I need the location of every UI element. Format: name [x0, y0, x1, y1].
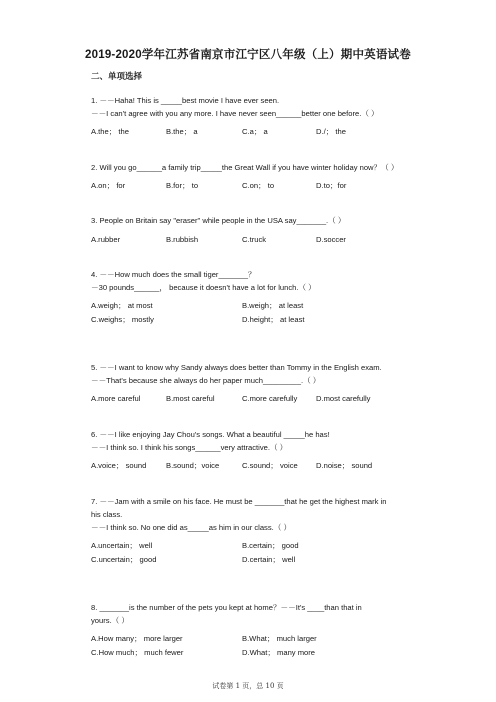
option-a: A.How many； more larger: [91, 634, 183, 643]
page-title: 2019-2020学年江苏省南京市江宁区八年级（上）期中英语试卷: [85, 49, 411, 61]
option-d: D.certain； well: [242, 555, 296, 564]
option-b: B.the； a: [166, 127, 198, 136]
question-text: 1. －－Haha! This is _____best movie I have ever seen.: [91, 96, 280, 105]
option-b: B.most careful: [166, 394, 215, 403]
question-text: his class.: [91, 510, 123, 519]
option-c: C.on； to: [242, 181, 275, 190]
option-d: D.soccer: [316, 235, 346, 244]
option-b: B.sound；voice: [166, 461, 220, 470]
question-text: 6. －－I like enjoying Jay Chou's songs. What a beautiful _____he has!: [91, 430, 330, 439]
question-text: 4. －－How much does the small tiger_______？: [91, 270, 256, 279]
question-text: 2. Will you go______a family trip_____the Great Wall if you have winter holiday now？（ ）: [91, 163, 399, 172]
option-b: B.What； much larger: [242, 634, 317, 643]
option-c: C.weighs； mostly: [91, 315, 154, 324]
option-a: A.weigh； at most: [91, 301, 153, 310]
option-b: B.certain； good: [242, 541, 299, 550]
question-text: 5. －－I want to know why Sandy always does better than Tommy in the English exam.: [91, 363, 382, 372]
option-a: A.rubber: [91, 235, 121, 244]
question-text: －－I think so. No one did as_____as him in our class.（ ）: [91, 523, 292, 532]
question-text: 3. People on Britain say "eraser" while people in the USA say_______.（ ）: [91, 216, 346, 225]
question-text: －－That's because she always do her paper much_________.（ ）: [91, 376, 321, 385]
option-c: C.a； a: [242, 127, 268, 136]
option-b: B.weigh； at least: [242, 301, 304, 310]
question-text: －30 pounds______， because it doesn't have a lot for lunch.（ ）: [91, 283, 316, 292]
option-c: C.more carefully: [242, 394, 298, 403]
option-a: A.more careful: [91, 394, 141, 403]
option-a: A.on； for: [91, 181, 126, 190]
option-a: A.the； the: [91, 127, 129, 136]
option-d: D.What； many more: [242, 648, 316, 657]
page-footer: 试卷第 1 页，总 10 页: [212, 682, 284, 690]
question-text: －－I think so. I think his songs______very attractive.（ ）: [91, 443, 288, 452]
option-d: D.to；for: [316, 181, 347, 190]
question-text: 8. _______is the number of the pets you kept at home？－－It's ____than that in: [91, 603, 362, 612]
option-c: C.truck: [242, 235, 267, 244]
question-text: －－I can't agree with you any more. I have never seen______better one before.（ ）: [91, 109, 379, 118]
option-b: B.for； to: [166, 181, 199, 190]
section-heading: 二、单项选择: [91, 71, 143, 81]
option-d: D.most carefully: [316, 394, 371, 403]
option-c: C.uncertain； good: [91, 555, 157, 564]
question-text: 7. －－Jam with a smile on his face. He must be _______that he get the highest mark in: [91, 497, 387, 506]
option-a: A.uncertain； well: [91, 541, 153, 550]
question-text: yours.（ ）: [91, 616, 129, 625]
option-c: C.How much； much fewer: [91, 648, 184, 657]
option-d: D.noise； sound: [316, 461, 373, 470]
option-c: C.sound； voice: [242, 461, 298, 470]
option-d: D.height； at least: [242, 315, 305, 324]
option-d: D./； the: [316, 127, 346, 136]
option-a: A.voice； sound: [91, 461, 147, 470]
option-b: B.rubbish: [166, 235, 199, 244]
